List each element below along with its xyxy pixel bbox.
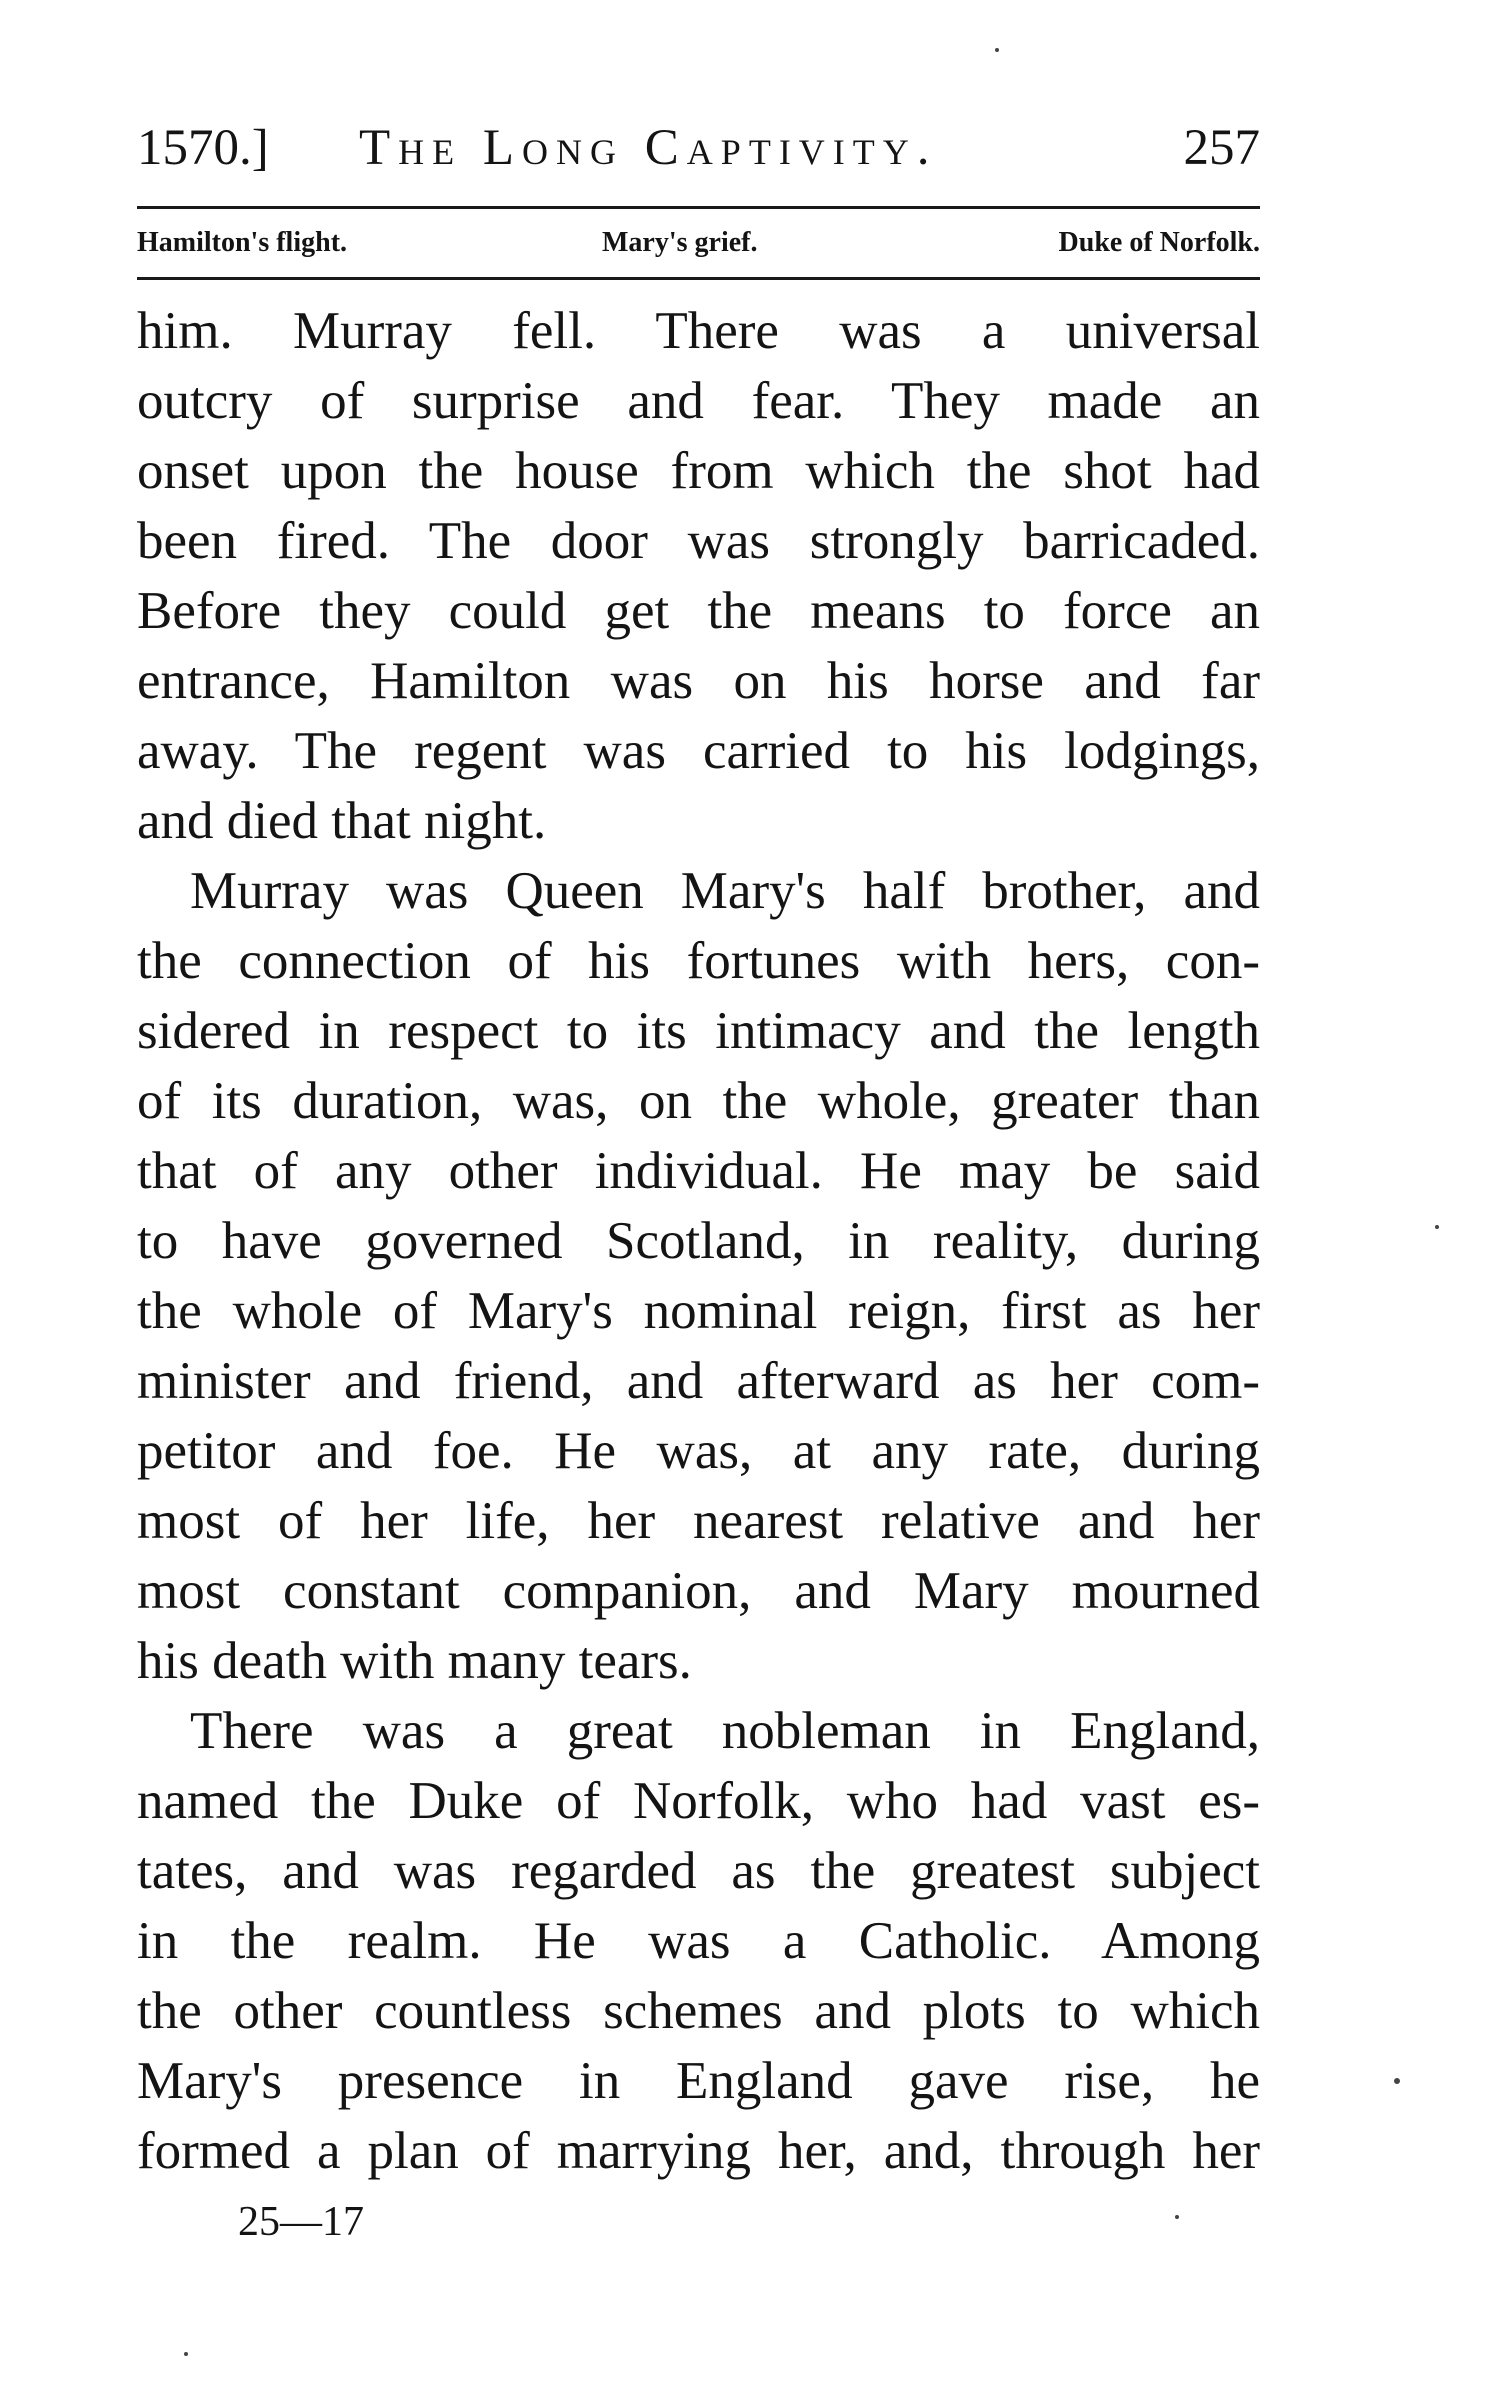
subhead-left: Hamilton's flight. (137, 227, 348, 258)
subhead-right: Duke of Norfolk. (1058, 227, 1260, 258)
header-rule-top (137, 206, 1260, 209)
print-speck (995, 48, 999, 52)
header-year: 1570.] (137, 120, 269, 176)
text-line: outcry of surprise and fear. They made an (137, 372, 1260, 430)
print-speck (184, 2352, 188, 2356)
text-line: minister and friend, and afterward as her com- (137, 1352, 1260, 1410)
text-line: been fired. The door was strongly barricaded. (137, 512, 1260, 570)
text-line: named the Duke of Norfolk, who had vast es- (137, 1772, 1260, 1830)
text-line: the whole of Mary's nominal reign, first as her (137, 1282, 1260, 1340)
text-line: him. Murray fell. There was a universal (137, 302, 1260, 360)
text-line: and died that night. (137, 792, 547, 850)
text-line: Murray was Queen Mary's half brother, and (190, 862, 1260, 920)
text-line: of its duration, was, on the whole, greater than (137, 1072, 1260, 1130)
print-speck (1394, 2078, 1400, 2084)
text-line: tates, and was regarded as the greatest subject (137, 1842, 1260, 1900)
text-line: to have governed Scotland, in reality, during (137, 1212, 1260, 1270)
text-line: sidered in respect to its intimacy and the length (137, 1002, 1260, 1060)
text-line: in the realm. He was a Catholic. Among (137, 1912, 1260, 1970)
header-title: The Long Captivity. (359, 120, 938, 176)
body-text (137, 296, 1260, 2186)
printer-signature: 25—17 (238, 2199, 364, 2245)
print-speck (1175, 2215, 1179, 2219)
header-rule-bottom (137, 277, 1260, 280)
text-line: the other countless schemes and plots to which (137, 1982, 1260, 2040)
print-speck (1435, 1225, 1439, 1229)
text-line: petitor and foe. He was, at any rate, during (137, 1422, 1260, 1480)
text-line: Before they could get the means to force an (137, 582, 1260, 640)
subhead-center: Mary's grief. (602, 227, 758, 258)
text-line: most of her life, her nearest relative and her (137, 1492, 1260, 1550)
text-line: that of any other individual. He may be said (137, 1142, 1260, 1200)
text-line: most constant companion, and Mary mourned (137, 1562, 1260, 1620)
text-line: entrance, Hamilton was on his horse and far (137, 652, 1260, 710)
text-line: There was a great nobleman in England, (190, 1702, 1260, 1760)
section-subheads (137, 220, 1260, 266)
text-line: onset upon the house from which the shot had (137, 442, 1260, 500)
text-line: the connection of his fortunes with hers, con- (137, 932, 1260, 990)
text-line: Mary's presence in England gave rise, he (137, 2052, 1260, 2110)
text-line: formed a plan of marrying her, and, through her (137, 2122, 1260, 2180)
page-number: 257 (1183, 120, 1260, 176)
text-line: away. The regent was carried to his lodgings, (137, 722, 1260, 780)
running-header (137, 118, 1260, 178)
text-line: his death with many tears. (137, 1632, 692, 1690)
